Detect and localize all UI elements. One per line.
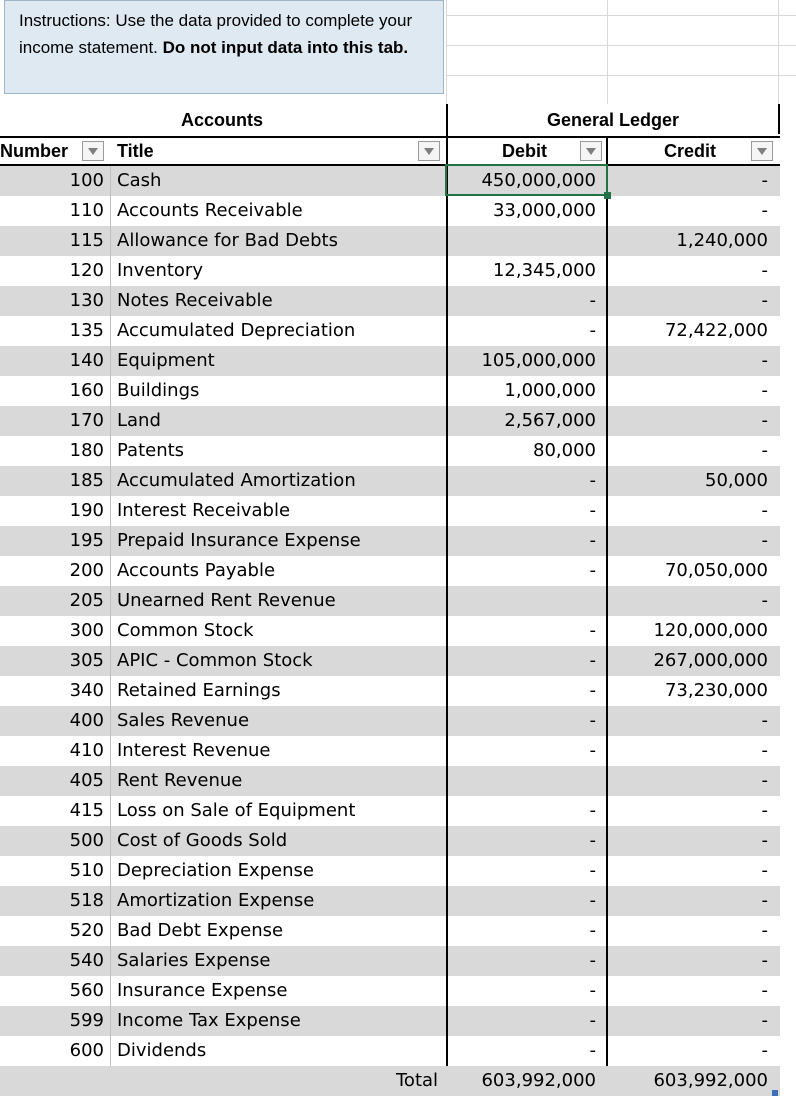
column-separator [110,1006,111,1036]
credit-value[interactable]: 70,050,000 [664,560,768,581]
account-number[interactable]: 170 [69,410,104,431]
account-title[interactable]: Retained Earnings [117,680,281,701]
debit-header [502,138,547,164]
account-number[interactable]: 400 [69,710,104,731]
ledger-right-border [778,104,780,134]
debit-value[interactable]: - [589,740,596,761]
column-separator [110,946,111,976]
column-separator [110,766,111,796]
column-separator [110,226,111,256]
account-number[interactable]: 140 [69,350,104,371]
account-number[interactable]: 120 [69,260,104,281]
debit-value[interactable]: - [589,320,596,341]
table-row [0,616,780,646]
column-separator [110,556,111,586]
credit-value[interactable]: - [761,200,768,221]
debit-value[interactable]: - [589,980,596,1001]
table-resize-handle[interactable] [772,1090,778,1096]
account-number[interactable]: 540 [69,950,104,971]
fill-handle[interactable] [604,192,611,199]
credit-value[interactable]: - [761,350,768,371]
account-number[interactable]: 195 [69,530,104,551]
table-row [0,856,780,886]
column-separator [110,496,111,526]
column-separator [110,616,111,646]
table-row [0,736,780,766]
account-title[interactable]: Inventory [117,260,203,281]
account-number[interactable]: 305 [69,650,104,671]
debit-value[interactable]: - [589,530,596,551]
credit-value[interactable]: - [761,740,768,761]
credit-value[interactable]: - [761,920,768,941]
debit-value[interactable]: - [589,500,596,521]
account-number[interactable]: 510 [69,860,104,881]
credit-value[interactable]: - [761,710,768,731]
table-row [0,676,780,706]
account-number[interactable]: 190 [69,500,104,521]
table-row [0,556,780,586]
credit-value[interactable]: - [761,290,768,311]
table-row [0,166,780,196]
credit-value[interactable]: - [761,380,768,401]
number-header [0,138,76,164]
table-row [0,196,780,226]
credit-value[interactable]: - [761,1010,768,1031]
credit-value[interactable]: - [761,1040,768,1061]
column-separator [110,856,111,886]
column-separator [110,1036,111,1066]
debit-value[interactable]: - [589,800,596,821]
table-row [0,586,780,616]
instructions-text: Instructions: Use the data provided to complete your income statement. [19,11,413,57]
grid-line [446,15,796,16]
account-title[interactable]: Dividends [117,1040,207,1061]
debit-value[interactable]: - [589,290,596,311]
account-title[interactable]: Sales Revenue [117,710,250,731]
account-title[interactable]: Unearned Rent Revenue [117,590,336,611]
debit-value[interactable]: - [589,890,596,911]
number-header-label: Number [0,141,69,161]
table-row [0,226,780,256]
account-number[interactable]: 415 [69,800,104,821]
account-title[interactable]: Allowance for Bad Debts [117,230,338,251]
account-number[interactable]: 180 [69,440,104,461]
table-row [0,316,780,346]
table-row [0,826,780,856]
grid-line [446,75,796,76]
table-row [0,946,780,976]
account-title[interactable]: Buildings [117,380,200,401]
account-number[interactable]: 300 [69,620,104,641]
credit-value[interactable]: - [761,260,768,281]
account-title[interactable]: Notes Receivable [117,290,273,311]
column-separator [110,976,111,1006]
accounts-group-header: Accounts [180,110,263,130]
credit-value[interactable]: 50,000 [705,470,768,491]
account-number[interactable]: 600 [69,1040,104,1061]
account-title[interactable]: Accumulated Amortization [117,470,356,491]
account-number[interactable]: 110 [69,200,104,221]
column-separator [110,436,111,466]
account-number[interactable]: 410 [69,740,104,761]
title-filter-dropdown[interactable] [418,141,440,161]
credit-value[interactable]: - [761,440,768,461]
account-title[interactable]: Patents [117,440,185,461]
account-title[interactable]: Depreciation Expense [117,860,314,881]
credit-value[interactable]: - [761,590,768,611]
debit-value[interactable]: - [589,470,596,491]
table-row [0,256,780,286]
total-credit[interactable]: 603,992,000 [653,1070,768,1091]
account-number[interactable]: 340 [69,680,104,701]
ledger-middle-border [606,136,608,1066]
credit-value[interactable]: - [761,800,768,821]
account-title[interactable]: Salaries Expense [117,950,271,971]
credit-value[interactable]: - [761,410,768,431]
ledger-left-border [446,104,448,1066]
credit-value[interactable]: 1,240,000 [676,230,768,251]
debit-header-label: Debit [502,141,547,161]
account-number[interactable]: 405 [69,770,104,791]
column-separator [110,586,111,616]
account-title[interactable]: Common Stock [117,620,254,641]
column-separator [110,256,111,286]
debit-value[interactable]: 105,000,000 [481,350,596,371]
credit-value[interactable]: - [761,830,768,851]
credit-header [664,138,716,164]
debit-value[interactable]: - [589,860,596,881]
credit-value[interactable]: - [761,860,768,881]
credit-value[interactable]: - [761,500,768,521]
account-title[interactable]: Interest Receivable [117,500,291,521]
account-number[interactable]: 599 [69,1010,104,1031]
account-number[interactable]: 205 [69,590,104,611]
account-number[interactable]: 115 [69,230,104,251]
debit-value[interactable]: 80,000 [533,440,596,461]
credit-value[interactable]: - [761,770,768,791]
debit-filter-dropdown[interactable] [580,141,602,161]
column-separator [110,166,111,196]
total-debit[interactable]: 603,992,000 [481,1070,596,1091]
column-separator [110,706,111,736]
debit-value[interactable]: - [589,950,596,971]
selected-cell-outline[interactable] [445,164,608,196]
credit-value[interactable]: - [761,530,768,551]
table-row [0,976,780,1006]
column-separator [110,286,111,316]
table-row [0,286,780,316]
table-row [0,526,780,556]
credit-value[interactable]: - [761,980,768,1001]
column-separator [110,796,111,826]
credit-value[interactable]: 267,000,000 [653,650,768,671]
account-title[interactable]: Cost of Goods Sold [117,830,288,851]
debit-value[interactable]: - [589,620,596,641]
credit-value[interactable]: 73,230,000 [664,680,768,701]
account-number[interactable]: 160 [69,380,104,401]
account-number[interactable]: 130 [69,290,104,311]
table-row [0,766,780,796]
column-separator [110,916,111,946]
account-number[interactable]: 518 [69,890,104,911]
account-title[interactable]: Cash [117,170,162,191]
debit-value[interactable]: 450,000,000 [481,170,596,191]
total-label: Total [396,1070,439,1091]
account-number[interactable]: 500 [69,830,104,851]
account-title[interactable]: Prepaid Insurance Expense [117,530,361,551]
table-row [0,886,780,916]
account-title[interactable]: APIC - Common Stock [117,650,313,671]
column-separator [110,526,111,556]
account-number[interactable]: 185 [69,470,104,491]
table-header-row [0,136,780,166]
column-separator [110,346,111,376]
account-title[interactable]: Bad Debt Expense [117,920,284,941]
credit-value[interactable]: - [761,170,768,191]
account-number[interactable]: 520 [69,920,104,941]
column-separator [110,466,111,496]
table-row [0,376,780,406]
account-title[interactable]: Land [117,410,161,431]
credit-value[interactable]: - [761,890,768,911]
table-row [0,916,780,946]
account-title[interactable]: Interest Revenue [117,740,271,761]
debit-value[interactable]: 12,345,000 [492,260,596,281]
credit-value[interactable]: - [761,950,768,971]
table-row [0,346,780,376]
debit-value[interactable]: - [589,1010,596,1031]
title-header-label: Title [117,141,154,161]
table-row [0,1036,780,1066]
debit-value[interactable]: - [589,650,596,671]
column-separator [110,736,111,766]
title-header [117,138,154,164]
account-number[interactable]: 200 [69,560,104,581]
grid-line [446,45,796,46]
column-separator [110,646,111,676]
column-separator [110,376,111,406]
debit-value[interactable]: - [589,560,596,581]
account-title[interactable]: Accumulated Depreciation [117,320,356,341]
account-title[interactable]: Income Tax Expense [117,1010,301,1031]
account-title[interactable]: Accounts Payable [117,560,276,581]
table-row [0,796,780,826]
column-separator [110,826,111,856]
account-title[interactable]: Equipment [117,350,215,371]
account-title[interactable]: Loss on Sale of Equipment [117,800,356,821]
table-row [0,706,780,736]
debit-value[interactable]: - [589,1040,596,1061]
debit-value[interactable]: - [589,710,596,731]
table-row [0,466,780,496]
credit-value[interactable]: 72,422,000 [664,320,768,341]
column-separator [110,676,111,706]
credit-value[interactable]: 120,000,000 [653,620,768,641]
account-title[interactable]: Rent Revenue [117,770,243,791]
account-number[interactable]: 135 [69,320,104,341]
debit-value[interactable]: 2,567,000 [504,410,596,431]
debit-value[interactable]: 33,000,000 [492,200,596,221]
table-row [0,436,780,466]
table-row [0,646,780,676]
account-title[interactable]: Amortization Expense [117,890,315,911]
account-title[interactable]: Accounts Receivable [117,200,303,221]
credit-header-label: Credit [664,141,717,161]
instructions-warning: Do not input data into this tab. [162,38,409,57]
table-row [0,406,780,436]
account-title[interactable]: Insurance Expense [117,980,288,1001]
column-separator [110,316,111,346]
total-row [0,1066,780,1096]
table-row [0,1006,780,1036]
table-row [0,496,780,526]
credit-filter-dropdown[interactable] [751,141,773,161]
general-ledger-header: General Ledger [546,110,680,130]
account-number[interactable]: 560 [69,980,104,1001]
instructions-box [4,0,444,94]
accounts-table-body [0,166,780,1066]
column-separator [110,196,111,226]
debit-value[interactable]: 1,000,000 [504,380,596,401]
account-number[interactable]: 100 [69,170,104,191]
debit-value[interactable]: - [589,830,596,851]
column-separator [110,406,111,436]
debit-value[interactable]: - [589,680,596,701]
number-filter-dropdown[interactable] [82,141,104,161]
debit-value[interactable]: - [589,920,596,941]
column-separator [110,886,111,916]
